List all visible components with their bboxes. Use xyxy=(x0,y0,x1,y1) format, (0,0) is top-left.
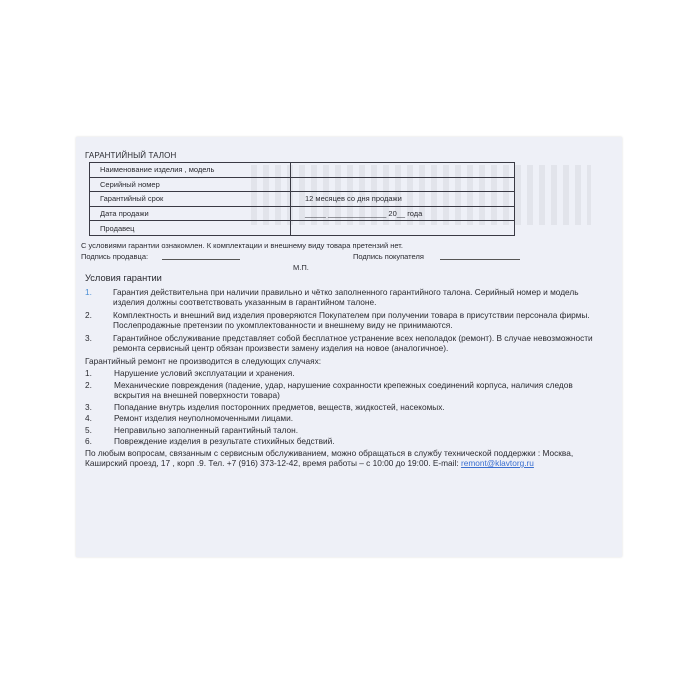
item-text: Ремонт изделия неуполномоченными лицами. xyxy=(114,413,294,423)
item-number: 3. xyxy=(85,401,92,412)
warranty-card-sheet xyxy=(76,137,622,557)
item-text: Повреждение изделия в результате стихийных бедствий. xyxy=(114,436,335,446)
table-row xyxy=(90,177,515,192)
no-repair-heading: Гарантийный ремонт не производится в следующих случаях: xyxy=(85,355,322,366)
table-row xyxy=(90,192,515,207)
row-value: 12 месяцев со дня продажи xyxy=(291,192,515,207)
item-number: 2. xyxy=(85,379,92,390)
row-label: Продавец xyxy=(90,221,291,236)
list-item xyxy=(85,413,595,424)
list-item xyxy=(85,380,595,401)
item-text: Комплектность и внешний вид изделия проверяются Покупателем при получении товара в присутствии персонала фирмы. Послепродажные претензии по укомплектованности и внешнему виду не принимаются. xyxy=(113,309,590,330)
row-label: Наименование изделия , модель xyxy=(90,163,291,178)
row-value xyxy=(291,221,515,236)
contact-text: По любым вопросам, связанным с сервисным обслуживанием, можно обращаться в службу технической поддержки : Москва, Каширский проезд, 17 , корп .9. Тел. +7 (916) 373-12-42, время работы – с 10:00 до 19:00. E-mail: xyxy=(85,447,574,468)
item-text: Нарушение условий эксплуатации и хранения. xyxy=(114,368,295,378)
warranty-table xyxy=(89,162,515,236)
item-number: 6. xyxy=(85,436,92,446)
item-number: 1. xyxy=(85,286,92,297)
row-value xyxy=(291,177,515,192)
list-item xyxy=(85,402,595,413)
email-link[interactable]: remont@klavtorg.ru xyxy=(460,458,534,468)
row-value xyxy=(291,163,515,178)
list-item xyxy=(85,436,595,447)
list-item xyxy=(85,287,595,308)
table-row xyxy=(90,221,515,236)
table-row xyxy=(90,206,515,221)
list-item xyxy=(85,425,595,436)
warranty-terms xyxy=(85,273,595,469)
row-label: Гарантийный срок xyxy=(90,192,291,207)
buyer-signature-label: Подпись покупателя xyxy=(353,252,424,261)
item-number: 3. xyxy=(85,332,92,343)
item-number: 5. xyxy=(85,424,92,435)
item-number: 2. xyxy=(85,309,92,320)
buyer-signature-line xyxy=(440,259,520,260)
document-title: ГАРАНТИЙНЫЙ ТАЛОН xyxy=(85,151,177,160)
seller-signature-line xyxy=(162,259,240,260)
list-item xyxy=(85,333,595,354)
row-label: Серийный номер xyxy=(90,177,291,192)
item-number: 4. xyxy=(85,413,92,423)
item-text: Механические повреждения (падение, удар, нарушение сохранности крепежных соединений корпуса, наличия следов вскрытия на внешней поверхности товара) xyxy=(114,379,573,400)
conditions-heading: Условия гарантии xyxy=(85,273,162,283)
stamp-place-label: М.П. xyxy=(293,263,309,272)
acknowledgement-text: С условиями гарантии ознакомлен. К комплектации и внешнему виду товара претензий нет. xyxy=(81,241,403,250)
row-label: Дата продажи xyxy=(90,206,291,221)
item-text: Гарантия действительна при наличии правильно и чётко заполненного гарантийного талона. Серийный номер и модель изделия должны соответствовать указанным в гарантийном талоне. xyxy=(113,286,579,307)
item-text: Гарантийное обслуживание представляет собой бесплатное устранение всех неполадок (ремонт). В случае невозможности ремонта сервисный центр обязан произвести замену изделия на новое (аналогичное). xyxy=(113,332,593,353)
list-item xyxy=(85,310,595,331)
item-text: Попадание внутрь изделия посторонних предметов, веществ, жидкостей, насекомых. xyxy=(114,401,445,412)
contact-paragraph xyxy=(85,448,595,469)
item-text: Неправильно заполненный гарантийный талон. xyxy=(114,424,299,435)
row-value: _____ ______________ 20__ года xyxy=(291,206,515,221)
list-item xyxy=(85,368,595,379)
table-row xyxy=(90,163,515,178)
item-number: 1. xyxy=(85,368,92,378)
seller-signature-label: Подпись продавца: xyxy=(81,252,149,261)
